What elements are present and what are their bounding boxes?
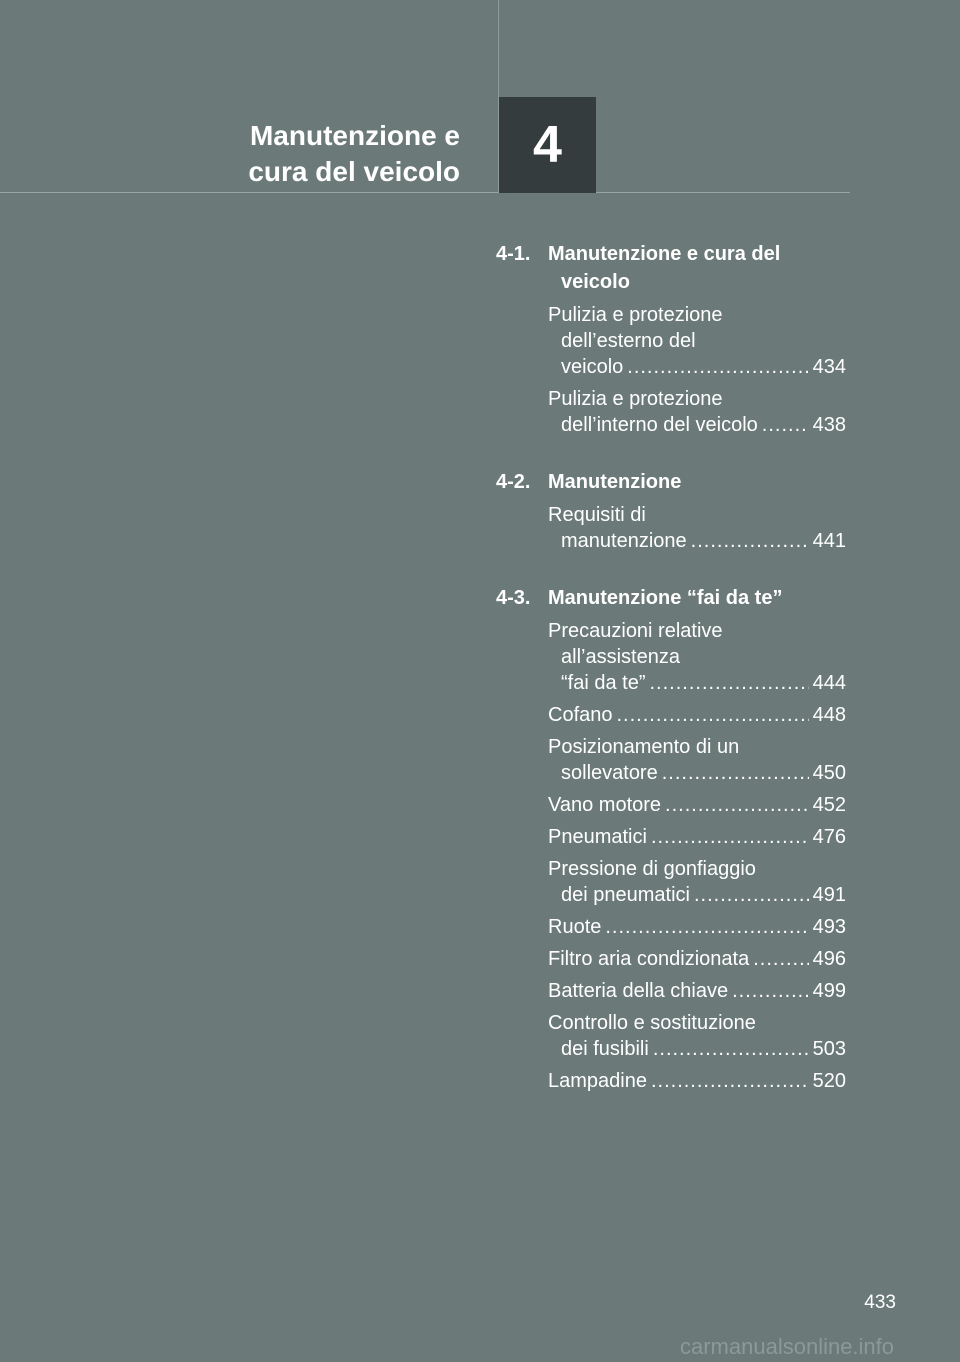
entry-page-number: 450: [812, 762, 846, 784]
toc-entry[interactable]: [548, 702, 846, 728]
entry-text-line: Pneumatici: [548, 826, 647, 848]
dot-leader: [694, 882, 809, 908]
toc-entry[interactable]: [548, 856, 846, 908]
dot-leader: [651, 1068, 809, 1094]
toc-entry[interactable]: [548, 792, 846, 818]
watermark: carmanualsonline.info: [680, 1334, 895, 1359]
toc-section: [496, 468, 846, 554]
toc-section: [496, 584, 846, 1094]
dot-leader: [627, 354, 808, 380]
entry-text-line: “fai da te”: [561, 672, 646, 694]
chapter-title-line-2: cura del veicolo: [248, 156, 460, 187]
entry-page-number: 499: [812, 980, 846, 1002]
entry-text-line: Cofano: [548, 704, 613, 726]
entry-page-number: 448: [812, 704, 846, 726]
entry-text-line: Precauzioni relative: [548, 620, 723, 642]
entry-last-line: [548, 670, 846, 696]
toc-entry[interactable]: [548, 1068, 846, 1094]
dot-leader: [691, 528, 809, 554]
entry-text-line: all’assistenza: [561, 646, 680, 668]
dot-leader: [753, 946, 808, 972]
section-heading: [496, 584, 846, 612]
entry-text-line: Vano motore: [548, 794, 662, 816]
toc-entry[interactable]: [548, 502, 846, 554]
dot-leader: [665, 792, 809, 818]
section-title: [548, 240, 846, 296]
toc-entry[interactable]: [548, 914, 846, 940]
toc-entry[interactable]: [548, 386, 846, 438]
chapter-title-line-1: Manutenzione e: [249, 120, 460, 151]
entry-page-number: 444: [812, 672, 846, 694]
chapter-number-box: [499, 97, 596, 193]
section-title-line: Manutenzione e cura del: [548, 243, 781, 265]
section-number: 4-3.: [496, 587, 531, 609]
entry-page-number: 476: [812, 826, 846, 848]
entry-text-line: Pressione di gonfiaggio: [548, 858, 756, 880]
entry-page-number: 438: [812, 414, 846, 436]
section-title: [548, 468, 846, 496]
section-spacer: [496, 554, 846, 584]
entry-last-line: [548, 792, 846, 818]
chapter-number: 4: [533, 116, 562, 174]
section-number: 4-1.: [496, 243, 531, 265]
table-of-contents: [496, 240, 846, 1094]
section-number: 4-2.: [496, 471, 531, 493]
toc-entry[interactable]: [548, 978, 846, 1004]
toc-entry[interactable]: [548, 1010, 846, 1062]
dot-leader: [732, 978, 809, 1004]
section-title: [548, 584, 846, 612]
toc-entry[interactable]: [548, 618, 846, 696]
entry-text-line: dei fusibili: [561, 1038, 649, 1060]
entry-text-line: Ruote: [548, 916, 602, 938]
entry-text-line: dell’esterno del: [561, 330, 696, 352]
entry-text-line: Pulizia e protezione: [548, 388, 723, 410]
entry-page-number: 452: [812, 794, 846, 816]
entry-page-number: 441: [812, 530, 846, 552]
section-spacer: [496, 438, 846, 468]
dot-leader: [617, 702, 809, 728]
page-number: 433: [864, 1292, 896, 1313]
entry-last-line: [548, 978, 846, 1004]
entry-last-line: [548, 882, 846, 908]
entry-last-line: [548, 354, 846, 380]
entry-last-line: [548, 412, 846, 438]
dot-leader: [653, 1036, 809, 1062]
entry-text-line: manutenzione: [561, 530, 687, 552]
entry-text-line: Pulizia e protezione: [548, 304, 723, 326]
dot-leader: [605, 914, 808, 940]
entry-last-line: [548, 1068, 846, 1094]
entry-page-number: 503: [812, 1038, 846, 1060]
toc-section: [496, 240, 846, 438]
dot-leader: [651, 824, 809, 850]
entry-page-number: 493: [812, 916, 846, 938]
entry-last-line: [548, 702, 846, 728]
entry-last-line: [548, 914, 846, 940]
section-heading: [496, 240, 846, 296]
section-heading: [496, 468, 846, 496]
entry-text-line: sollevatore: [561, 762, 658, 784]
entry-last-line: [548, 1036, 846, 1062]
entry-text-line: Controllo e sostituzione: [548, 1012, 756, 1034]
section-title-line: veicolo: [561, 271, 630, 293]
entry-last-line: [548, 824, 846, 850]
toc-entry[interactable]: [548, 302, 846, 380]
entry-text-line: Filtro aria condizionata: [548, 948, 750, 970]
entry-page-number: 434: [812, 356, 846, 378]
entry-page-number: 496: [812, 948, 846, 970]
entry-text-line: dell’interno del veicolo: [561, 414, 758, 436]
dot-leader: [662, 760, 809, 786]
entry-text-line: dei pneumatici: [561, 884, 690, 906]
entry-last-line: [548, 760, 846, 786]
entry-last-line: [548, 528, 846, 554]
entry-text-line: Posizionamento di un: [548, 736, 740, 758]
entry-page-number: 491: [812, 884, 846, 906]
entry-text-line: Batteria della chiave: [548, 980, 729, 1002]
entry-text-line: veicolo: [561, 356, 624, 378]
divider-horizontal: [0, 192, 850, 193]
toc-entry[interactable]: [548, 824, 846, 850]
toc-entry[interactable]: [548, 734, 846, 786]
entry-text-line: Lampadine: [548, 1070, 647, 1092]
toc-entry[interactable]: [548, 946, 846, 972]
section-title-line: Manutenzione: [548, 471, 682, 493]
entry-text-line: Requisiti di: [548, 504, 646, 526]
entry-last-line: [548, 946, 846, 972]
entry-page-number: 520: [812, 1070, 846, 1092]
chapter-title: [248, 118, 460, 190]
dot-leader: [649, 670, 808, 696]
section-title-line: Manutenzione “fai da te”: [548, 587, 783, 609]
dot-leader: [762, 412, 809, 438]
